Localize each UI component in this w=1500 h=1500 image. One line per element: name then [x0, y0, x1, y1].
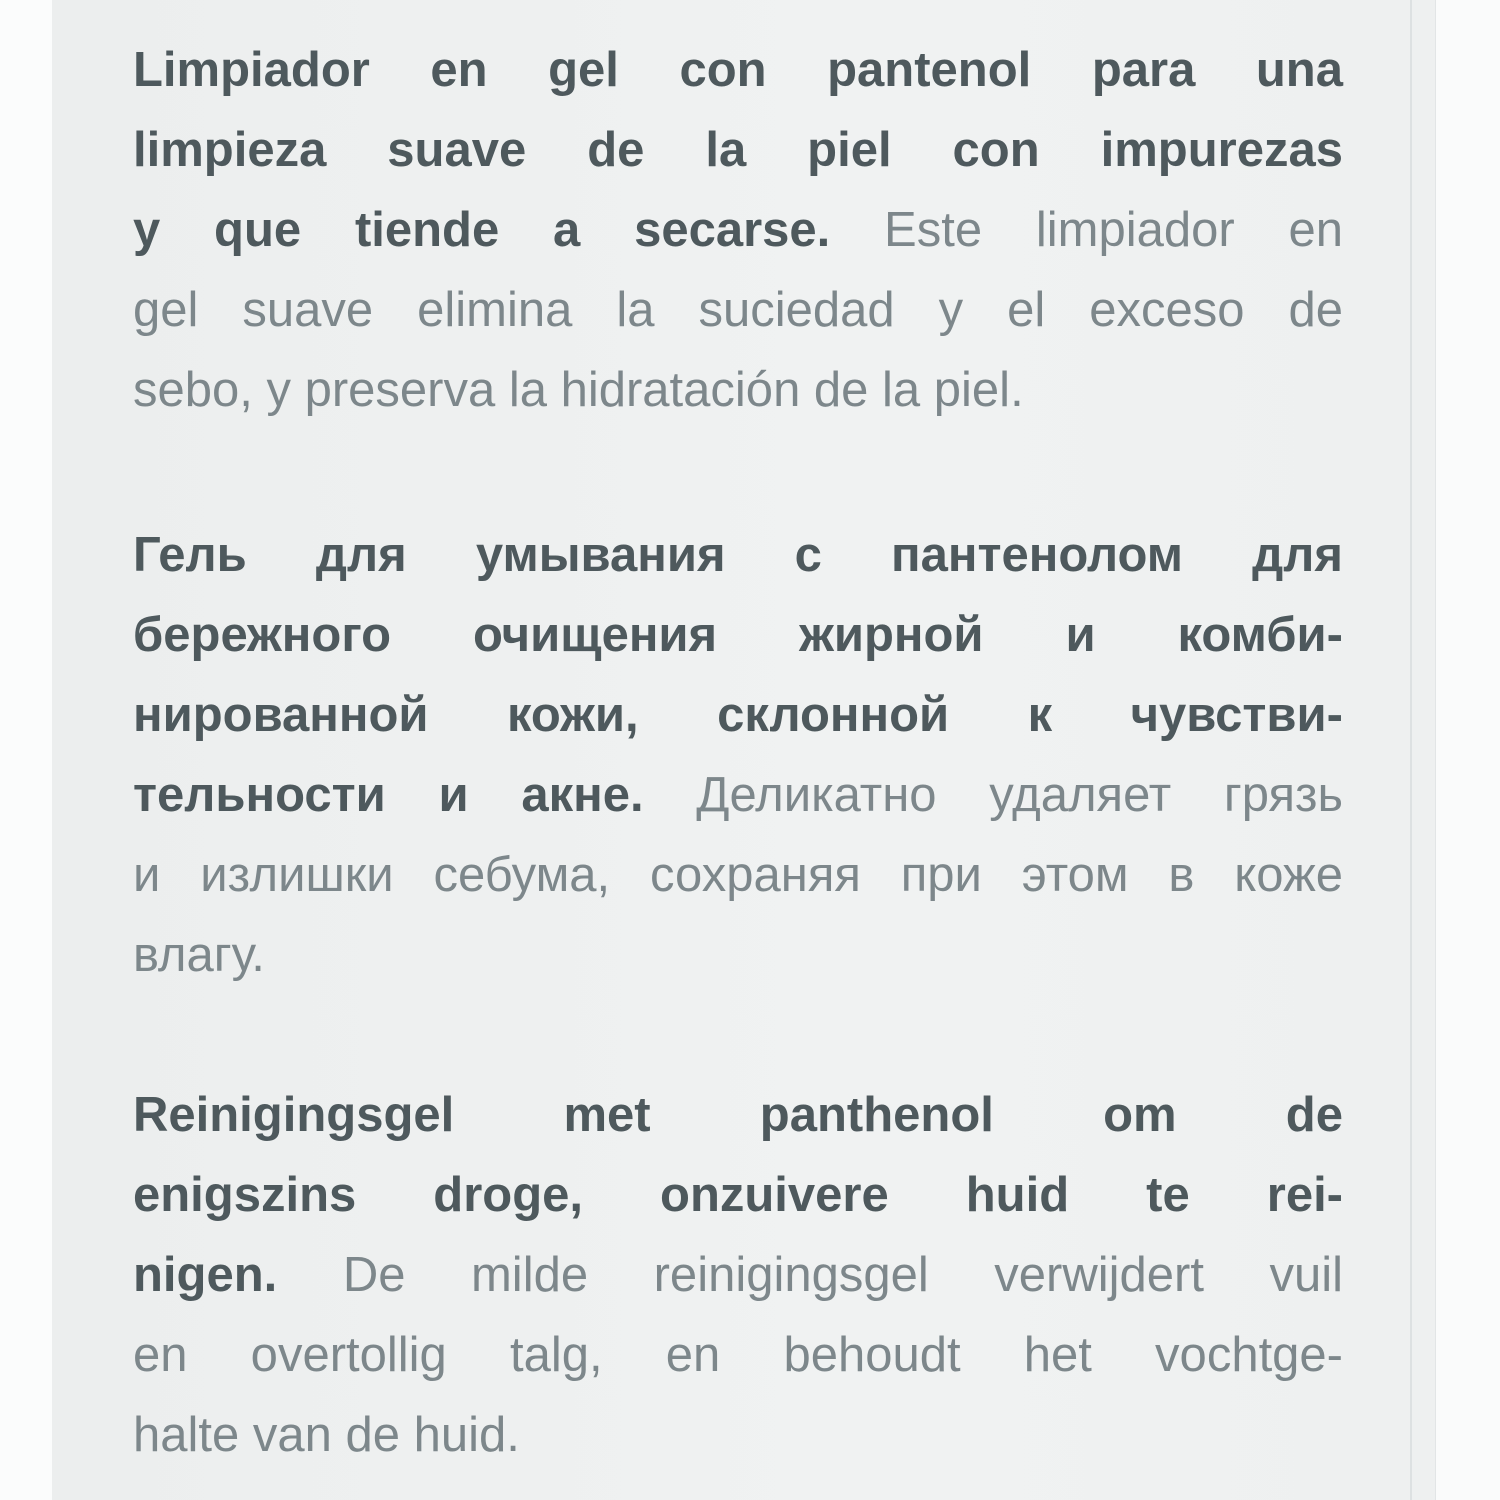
text-line: [133, 190, 1343, 270]
bold-text: Гель для умывания с пантенолом для: [133, 528, 1343, 582]
regular-text: Деликатно удаляет грязь: [643, 768, 1343, 822]
text-line: [133, 915, 1343, 995]
text-line: [133, 350, 1343, 430]
text-line: [133, 30, 1343, 110]
regular-text: sebo, y preserva la hidratación de la piel.: [133, 363, 1024, 417]
bold-text: nigen.: [133, 1248, 278, 1302]
regular-text: Este limpiador en: [830, 203, 1343, 257]
regular-text: en overtollig talg, en behoudt het vochtge-: [133, 1328, 1343, 1382]
text-line: [133, 1235, 1343, 1315]
text-line: [133, 595, 1343, 675]
regular-text: halte van de huid.: [133, 1408, 520, 1462]
box-fold-line: [1410, 0, 1412, 1500]
regular-text: gel suave elimina la suciedad y el exceso de: [133, 283, 1343, 337]
regular-text: влагу.: [133, 928, 265, 982]
text-line: [133, 1155, 1343, 1235]
text-line: [133, 515, 1343, 595]
regular-text: De milde reinigingsgel verwijdert vuil: [277, 1248, 1343, 1302]
regular-text: и излишки себума, сохраняя при этом в коже: [133, 848, 1343, 902]
text-line: [133, 1315, 1343, 1395]
text-line: [133, 1395, 1343, 1475]
bold-text: Limpiador en gel con pantenol para una: [133, 43, 1343, 97]
text-line: [133, 1075, 1343, 1155]
bold-text: нированной кожи, склонной к чувстви-: [133, 688, 1343, 742]
paragraph-russian: [133, 515, 1343, 995]
paragraph-dutch: [133, 1075, 1343, 1475]
box-edge: [1435, 0, 1500, 1500]
text-line: [133, 270, 1343, 350]
bold-text: тельности и акне.: [133, 768, 644, 822]
text-line: [133, 675, 1343, 755]
bold-text: Reinigingsgel met panthenol om de: [133, 1088, 1343, 1142]
text-line: [133, 835, 1343, 915]
paragraph-spanish: [133, 30, 1343, 430]
text-line: [133, 110, 1343, 190]
bold-text: enigszins droge, onzuivere huid te rei-: [133, 1168, 1343, 1222]
bold-text: y que tiende a secarse.: [133, 203, 831, 257]
bold-text: limpieza suave de la piel con impurezas: [133, 123, 1343, 177]
bold-text: бережного очищения жирной и комби-: [133, 608, 1343, 662]
text-line: [133, 755, 1343, 835]
